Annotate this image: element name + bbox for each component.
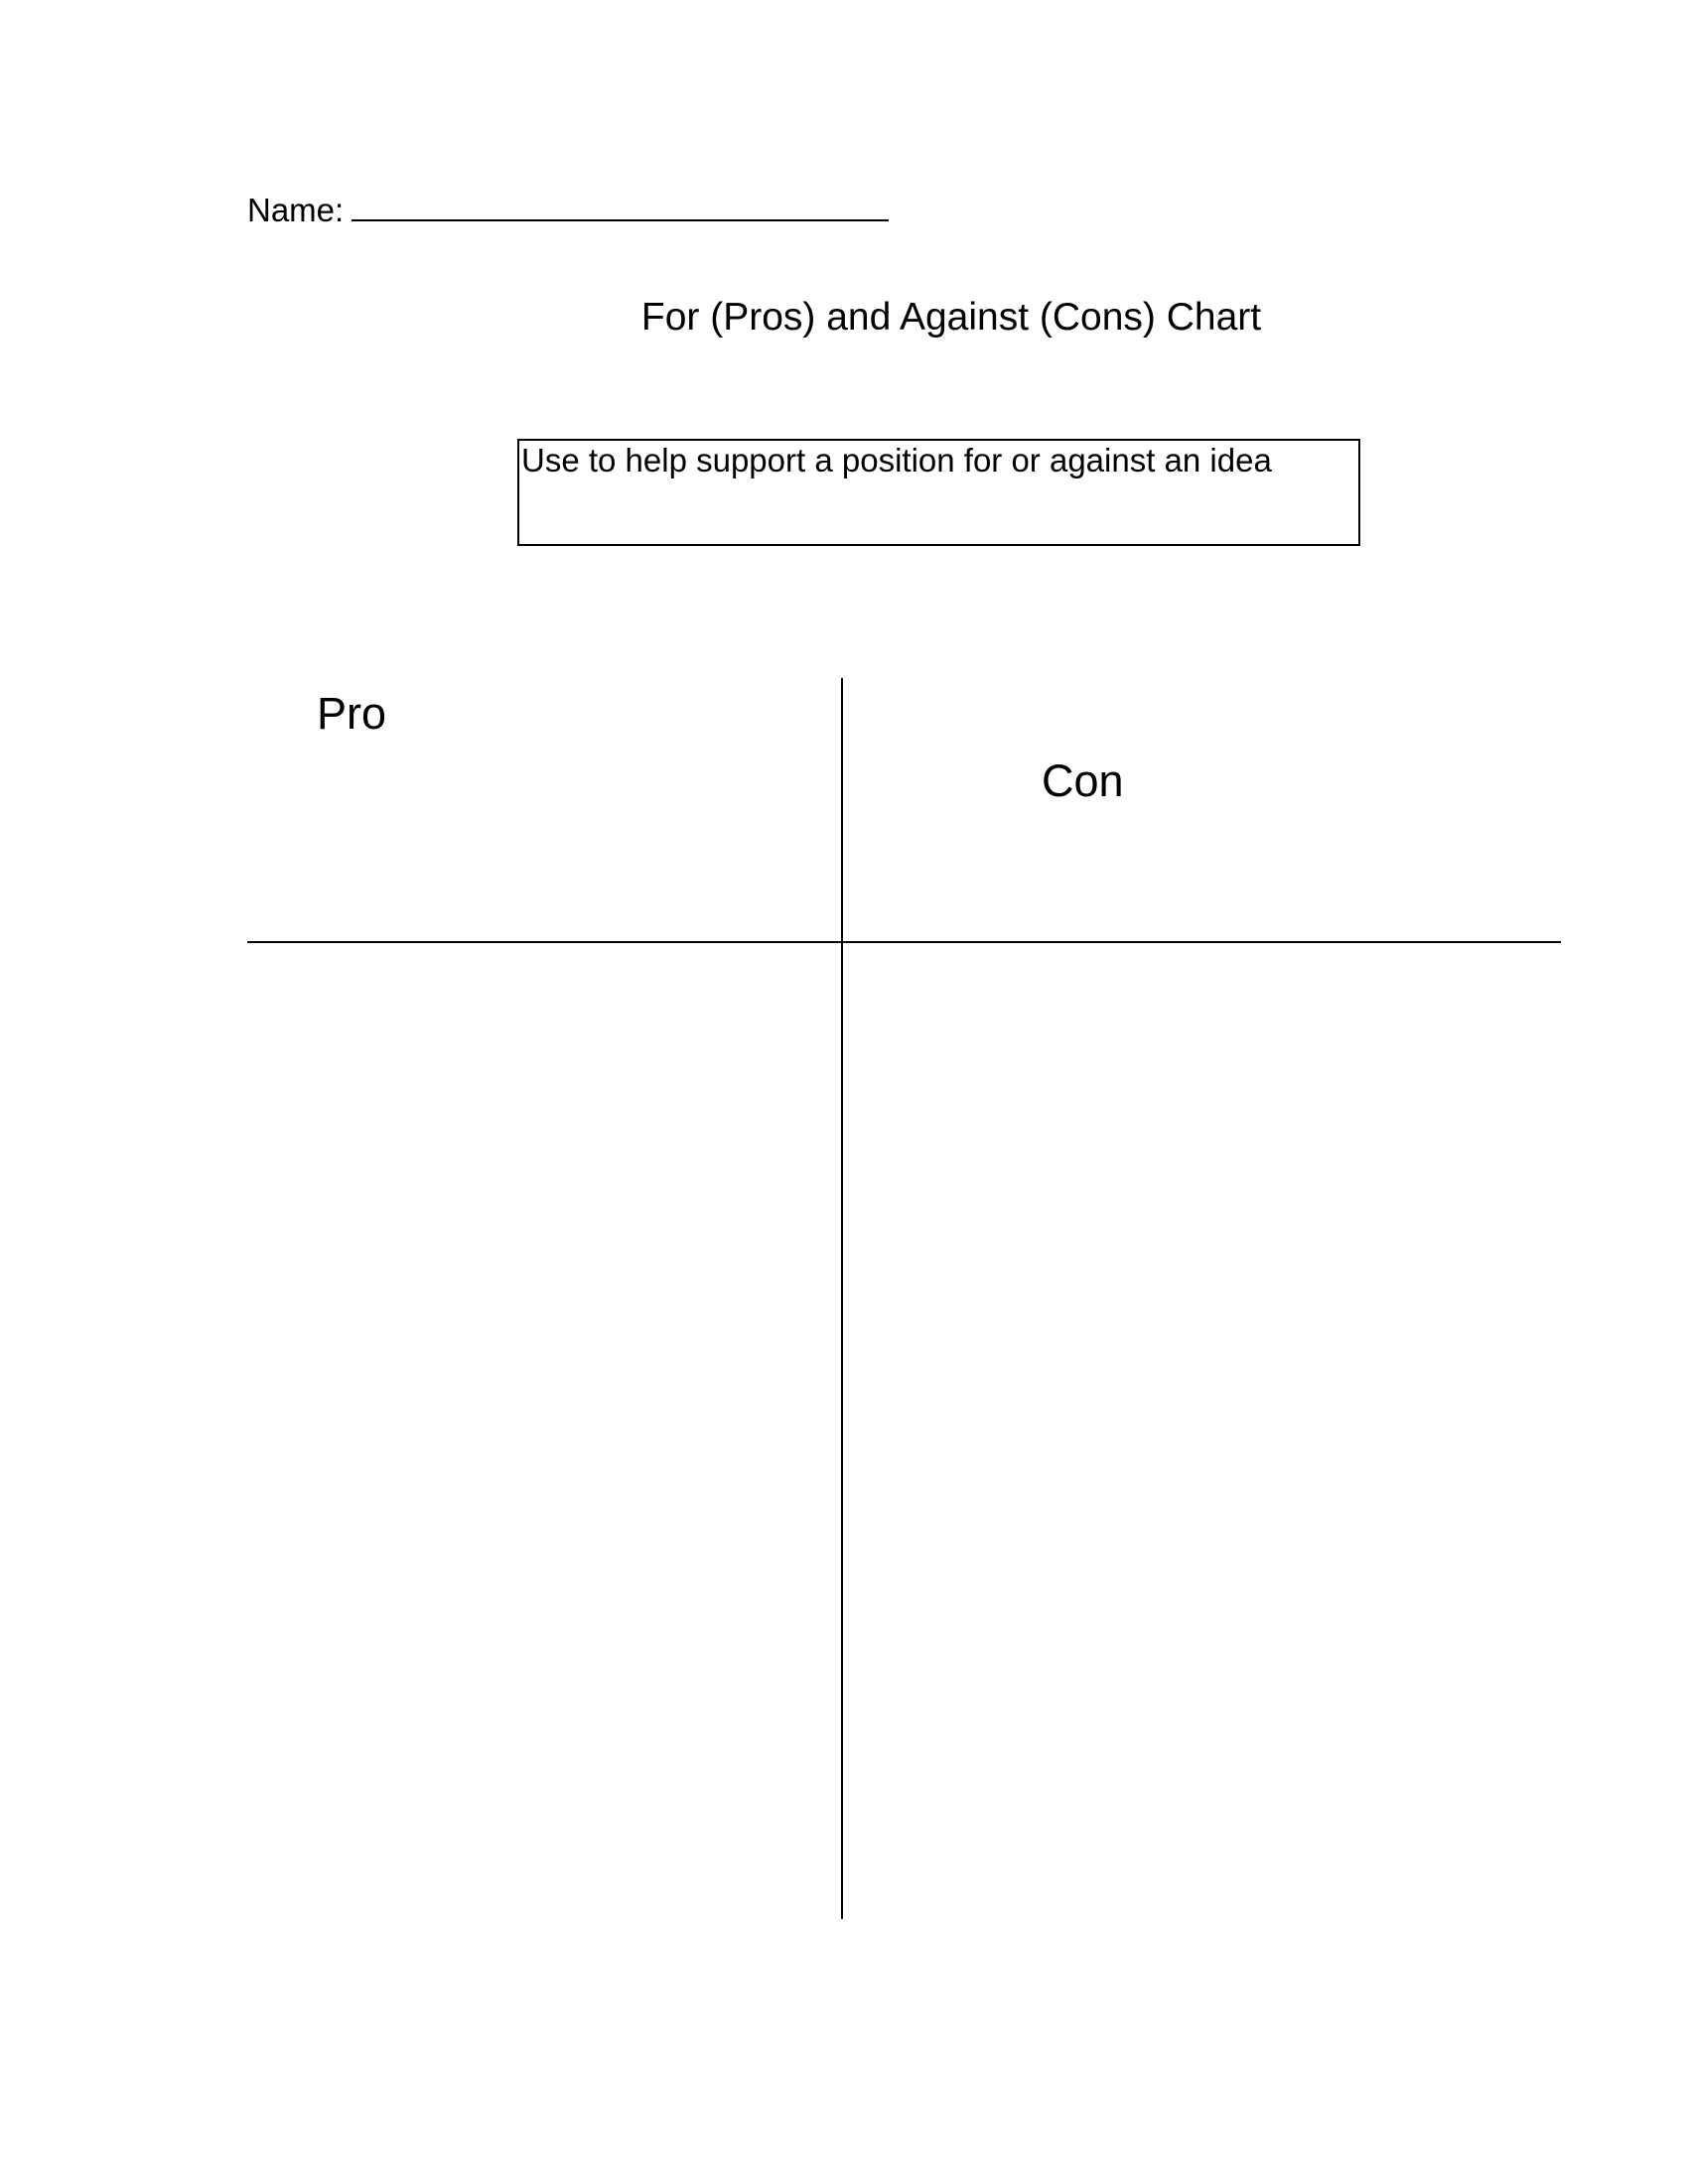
- purpose-text: Use to help support a position for or against an idea: [521, 442, 1272, 478]
- t-chart-horizontal-divider: [247, 941, 1561, 943]
- name-blank-line: [352, 192, 889, 221]
- con-column-heading: Con: [1042, 755, 1124, 806]
- page-title: For (Pros) and Against (Cons) Chart: [640, 296, 1262, 339]
- name-field: [247, 191, 889, 230]
- name-label: Name:: [247, 192, 345, 228]
- pro-column-heading: Pro: [317, 688, 387, 739]
- t-chart-vertical-divider: [841, 678, 843, 1919]
- purpose-box: [517, 439, 1360, 546]
